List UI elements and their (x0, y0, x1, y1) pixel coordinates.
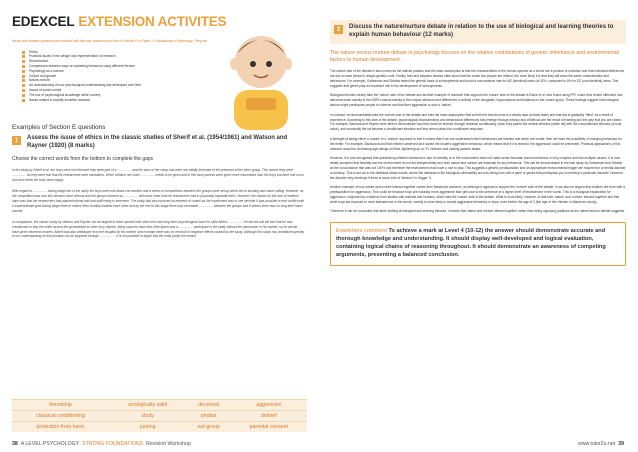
word-cell: study (109, 411, 186, 422)
table-row (12, 411, 307, 422)
answer-paragraph: Biological theories clearly take the 'nature' side of the debate and another example of research that supports the 'nature' side of the debate is Raine et al. who found using PET scans that violent offenders had abnormal brain activity in the NGRI nucleus activity in the corpus callosum and differences in activity of the amygdala, hippocampus and thalamus to the control group. These findings suggest that biological factors might predispose people to violence and that their aggression is due to 'nature'. (330, 93, 623, 107)
intro-text: Issues and debates questions are included with the topic questions and also in Section E of Paper 1: Foundations in Psychology. They are: (12, 39, 208, 43)
word-cell: classical conditioning (12, 411, 109, 422)
list-item: Practical issues in the design and implementation of research (22, 54, 305, 59)
list-item: Issues of social control (22, 88, 305, 93)
answer-paragraph: Another example of how nature and nurture interact together comes from Bandura's research, as although it appears to support the 'nurture' side of the debate, it can also be argued that children are born with a predisposition for aggression. This could be because boys are naturally more aggressive than girls due to the presence of a higher level of testosterone in the womb. This is a biological explanation for aggression, supported by evidence from studies with animals and humans, which take the 'nature' side of the debate. What is more likely, however, is that both 'nature' and 'nurture' interact together and that while boys are exposed to more testosterone in the womb, society is more likely to accept aggressive behaviour in boys, even before the age of 3 (the age of the children in Bandura's study). (330, 185, 625, 204)
intro-text: The nature versus nurture debate in psychology focuses on the relative contributions of genetic inheritance and environmental factors to human development. (330, 49, 619, 63)
answer-paragraph: A strength of taking either a 'nature' or a 'nurture' approach is that it means that if we can understand which behaviours are learned and which are innate, then we have the possibility of changing behaviour for the better. For example, Bandura found that children observed and copied the model's aggressive behaviour, which means that if it is learned, the aggression could be prevented. Practical applications of this research would be increasing age ratings on films, tightening up on TV violence and making parents aware. (330, 136, 622, 151)
list-item: Ethics (22, 50, 305, 55)
list-item: Psychology as a science (22, 69, 305, 74)
word-cell: protection from harm (12, 422, 109, 433)
answer-paragraph: However, it is now recognised that questioning whether behaviour is due to heredity or to the environment does not make sense because human behaviour is very complex and has multiple causes. It is now widely accepted that heredity and the environment do not act independently and both nature and nurture are essential for any behaviour. This can be demonstrated in the twin study by Gottesman and Shields as the concordance rate was not 100% and therefore the environment must have a role to play. This suggests a genetic predisposition and an appropriate environmental trigger are required for a mental disorder to develop. This is set out in the diathesis-stress model, where the diathesis is the biological vulnerability such as being born with a gene or genes that predispose you to develop a particular disorder. However, the disorder only develops if there is some kind of 'stressor' to 'trigger' it. (330, 156, 626, 180)
footer-subtitle: Revision Workshop (146, 441, 191, 447)
cloze-paragraph-1: In the study by Sherif et al. the boys were not informed they were part of a ................ and the aims of the camp and were not initially informed of the presence of the other group. This means they were ................ as they were told that the researchers were caretakers. When children are used ................ needs to be given and in this case parents were given more information than the boys but were told not to visit and check the boys were happy. (12, 168, 305, 182)
bullet-icon (22, 94, 25, 97)
examiner-comment-text: To achieve a mark at Level 4 (10-12) the answer should demonstrate accurate and thorough knowledge and understanding. It should display well-developed and logical evaluation, containing logical chains of reasoning throughout. It should demonstrate an awareness of competing arguments, presenting a balanced conclusion. (336, 228, 606, 258)
question-1 (12, 135, 305, 151)
bullet-icon (22, 51, 25, 54)
list-item: Culture and gender (22, 74, 305, 79)
word-cell: aggressive (231, 400, 307, 411)
cloze-paragraph-2: With regard to ................ during stage two of the study the boys were told about one another and a series of competitions between the groups were set up which led to taunting and name-calling. However, as the competition was won this became more serious and the groups became so ................ with each other that the researchers had to physically separate them. However, the reason for the lack of extreme harm was that the researchers had planned ahead and had staff ready to intervene. The study had also involved an element of control as the experiment was to see whether it was possible to end conflict with a superordinate goal during stage three to reduce their hostility towards each other and by the end of this stage there was increased ................ between the groups and it seems there was no long-term harm caused. (12, 188, 305, 213)
question-text: Assess the issue of ethics in the classic studies of Sherif et al. (1954/1961) and Watson and Rayner (1920) (8 marks) (27, 135, 288, 150)
list-item: An understanding of how psychological understanding has developed over time (22, 83, 305, 88)
bullet-icon (22, 79, 25, 82)
examiner-comment-box (330, 222, 626, 265)
answer-paragraph: Therefore it can be concluded that when looking at biological and learning theories, it seems that nature and nurture interact together rather than being opposing positions as the nature/nurture debate suggests. (330, 209, 626, 214)
question-text: Discuss the nature/nurture debate in relation to the use of biological and learning theories to explain human behaviour (12 marks) (349, 24, 614, 38)
word-cell: phobia (186, 411, 230, 422)
word-cell: pairing (109, 422, 186, 433)
table-row (12, 422, 307, 433)
bullet-icon (22, 70, 25, 73)
word-cell: out-group (186, 422, 230, 433)
bullet-icon (22, 75, 25, 78)
list-item: Issues related to socially sensitive research (22, 98, 305, 103)
page-number: 38 (12, 441, 18, 447)
word-cell: parental consent (231, 422, 307, 433)
footer-right (578, 441, 624, 447)
examiner-comment-label: Examiners comment (336, 228, 387, 235)
question-number: 2 (334, 25, 343, 34)
title-extension: EXTENSION ACTIVITES (78, 14, 227, 29)
list-item: The use of psychological knowledge within society (22, 93, 305, 98)
title-edexcel: EDEXCEL (12, 14, 75, 29)
footer-title: A LEVEL PSYCHOLOGY (20, 441, 80, 447)
answer-paragraph: In contrast, environmentalists take the nurture side of the debate and hold the basic assumption that at birth the human mind is a tabula rasa (a blank slate) and that this is gradually "filled" as a result of experience. According to this side of the debate, psychological characteristics and behavioural differences that emerge through infancy and childhood are the result of learning and the way that you are raised. For example, Bandura and Rayner were able to demonstrate how fear could be learned through classical conditioning, when they paired the neutral stimulus (white rat) with the unconditioned stimulus (a loud noise), and eventually the rat became a conditioned stimulus and fear when paired the conditioned response. (330, 112, 622, 132)
right-page (319, 0, 638, 452)
list-item: Nature-nurture (22, 78, 305, 83)
bullet-icon (22, 89, 25, 92)
word-cell: friendship (12, 400, 109, 411)
bullet-icon (22, 60, 25, 63)
footer-series: STRONG FOUNDATIONS (82, 441, 144, 447)
question-2 (330, 20, 626, 44)
instruction-text: Choose the correct words from the bottom to complete the gaps (12, 156, 154, 162)
student-baby-illustration (216, 20, 308, 130)
word-cell: debrief (231, 411, 307, 422)
cloze-paragraph-3: In comparison, the classic study by Watson and Rayner can be argued to have caused both short-term and long-term psychological harm for Little Albert................ . He did not suit the fact that he was conditioned to fear the white rat and this generalised to other furry objects. Many sources claim that Little Albert was a ................ participant in the study without the permission of his mother, so he should have given informed consent. Albert was also withdrawn from the hospital by his mother, which meant there was no removal of negative effects caused by the study. Although this study has contributed greatly to our understanding of how phobias can be acquired through ................ , it is not possible to argue that the ends justify the means. (12, 219, 305, 239)
answer-paragraph: The nature side of the debate is also known as the nativist position and the basic assumption is that the characteristics of the human species as a whole are a product of evolution and that individual differences are due to each person's unique genetic code. Family, twin and adoption studies often show that the closer two people are related, the more likely it is that they will show the same characteristics and behaviours. For example, Gottesman and Shields tested the genetic basis of schizophrenia and found a concordance rate for MZ (identical) twins (of 42%, compared to 9% for DZ (non-identical) twins. This suggests that genes play an important role in the development of schizophrenia. (330, 69, 625, 88)
word-cell: deceived (186, 400, 230, 411)
footer-url: www.tutor2u.net (578, 441, 616, 447)
list-item: Comparisons between ways of explaining behaviour using different themes (22, 64, 305, 69)
table-row (12, 400, 307, 411)
list-item: Reductionism (22, 59, 305, 64)
bullet-icon (22, 84, 25, 87)
question-number: 1 (12, 136, 21, 145)
bullet-icon (22, 55, 25, 58)
examples-heading: Examples of Section E questions (12, 124, 106, 132)
bullet-icon (22, 99, 25, 102)
word-cell: ecologically valid (109, 400, 186, 411)
footer-left (12, 441, 191, 447)
bullet-icon (22, 65, 25, 68)
page-number: 39 (618, 441, 624, 447)
word-bank-table (12, 399, 307, 432)
